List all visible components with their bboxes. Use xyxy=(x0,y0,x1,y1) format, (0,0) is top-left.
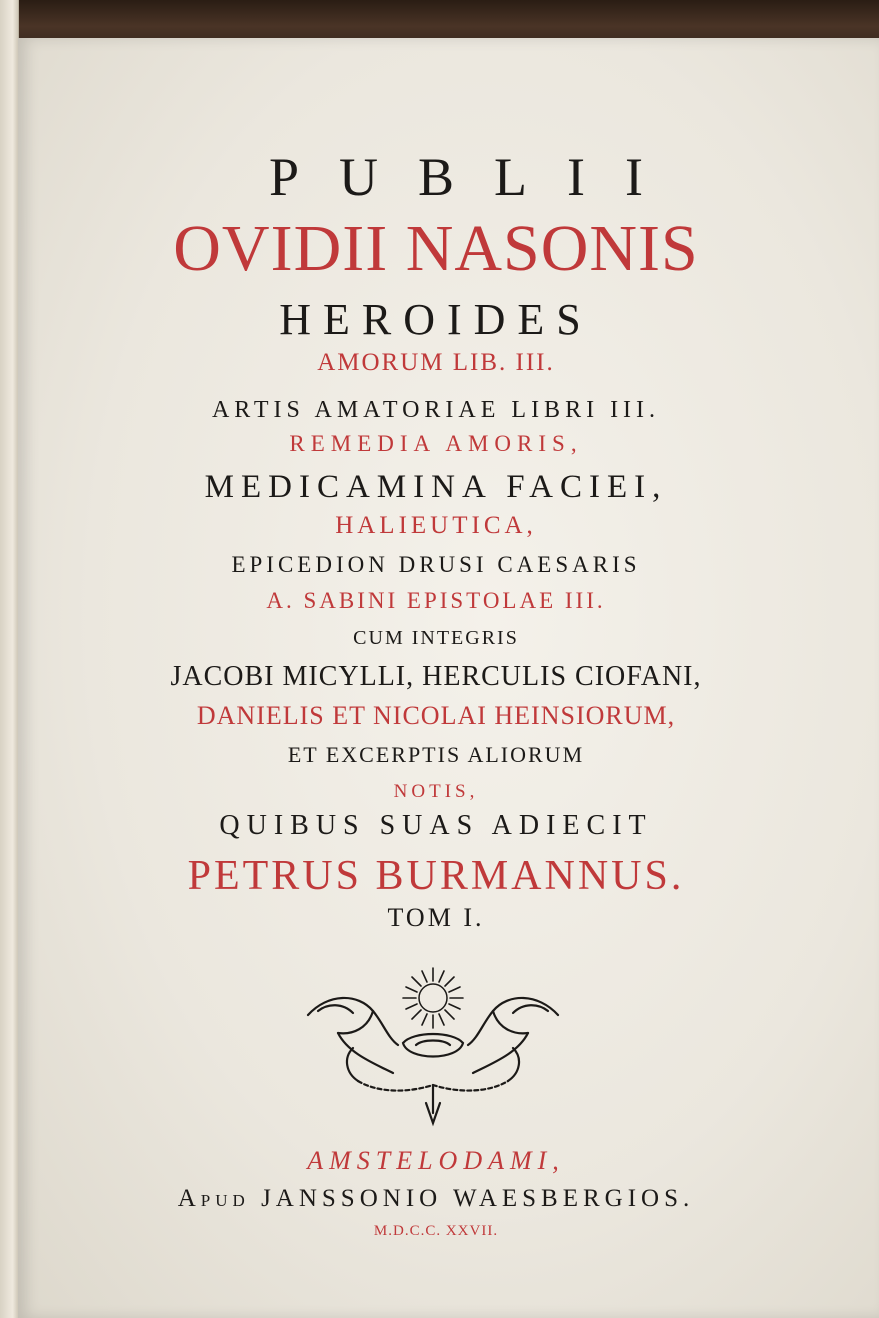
left-page-edge xyxy=(0,0,19,1318)
title-line-halieutica: HALIEUTICA, xyxy=(335,512,537,539)
title-line-epicedion: EPICEDION DRUSI CAESARIS xyxy=(231,552,641,577)
title-line-quibus: QUIBUS SUAS ADIECIT xyxy=(219,810,653,841)
imprint-date: M.D.C.C. XXVII. xyxy=(373,1223,499,1239)
printers-ornament-icon xyxy=(298,963,568,1128)
imprint-apud-rest: PUD xyxy=(200,1191,250,1210)
title-line-ovidii-nasonis: OVIDII NASONIS xyxy=(173,212,699,285)
title-line-remedia-amoris: REMEDIA AMORIS, xyxy=(289,431,583,456)
imprint-publisher: JANSSONIO WAESBERGIOS. xyxy=(261,1185,695,1212)
imprint-city: AMSTELODAMI, xyxy=(307,1146,565,1175)
title-line-publii: PUBLII xyxy=(269,147,683,207)
title-line-excerptis: ET EXCERPTIS ALIORUM xyxy=(287,742,585,767)
title-line-artis-amatoriae: ARTIS AMATORIAE LIBRI III. xyxy=(211,397,661,423)
imprint-publisher-line xyxy=(36,1186,836,1211)
title-line-tom: TOM I. xyxy=(387,903,485,932)
imprint-apud-initial: A xyxy=(177,1185,201,1212)
title-line-amorum: AMORUM LIB. III. xyxy=(317,349,555,376)
title-line-heinsiorum: DANIELIS ET NICOLAI HEINSIORUM, xyxy=(196,701,676,730)
title-line-heroides: HEROIDES xyxy=(279,295,593,344)
title-page xyxy=(18,38,879,1318)
title-line-burmannus: PETRUS BURMANNUS. xyxy=(187,853,685,899)
title-line-sabini-epistolae: A. SABINI EPISTOLAE III. xyxy=(266,588,606,613)
title-line-medicamina-faciei: MEDICAMINA FACIEI, xyxy=(204,469,668,505)
title-line-notis: NOTIS, xyxy=(393,781,479,802)
title-line-micylli-ciofani: JACOBI MICYLLI, HERCULIS CIOFANI, xyxy=(170,661,702,692)
title-line-cum-integris: CUM INTEGRIS xyxy=(353,627,519,649)
